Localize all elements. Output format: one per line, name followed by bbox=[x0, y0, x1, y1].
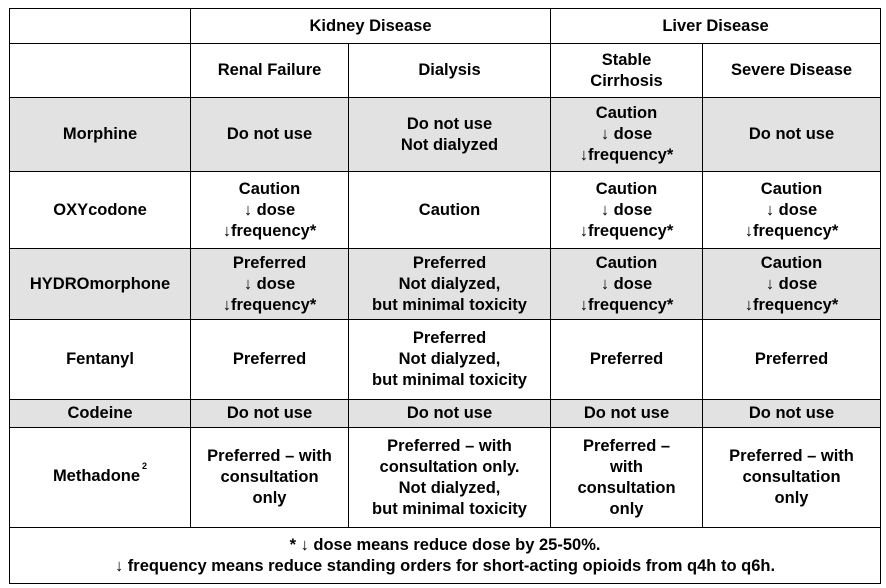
cell-dialysis: Preferred Not dialyzed, but minimal toxicity bbox=[349, 249, 551, 320]
cell-severe-disease: Preferred – with consultation only bbox=[703, 428, 881, 528]
row-hydromorphone bbox=[10, 249, 881, 320]
drug-name-cell bbox=[10, 98, 191, 172]
cell-dialysis: Do not use bbox=[349, 400, 551, 428]
drug-name: Fentanyl bbox=[66, 350, 134, 368]
footnote-line-1: * ↓ dose means reduce dose by 25-50%. bbox=[289, 535, 601, 554]
cell-dialysis: Preferred Not dialyzed, but minimal toxicity bbox=[349, 320, 551, 400]
cell-renal-failure: Preferred ↓ dose ↓frequency* bbox=[191, 249, 349, 320]
cell-severe-disease: Caution ↓ dose ↓frequency* bbox=[703, 172, 881, 249]
cell-stable-cirrhosis: Caution ↓ dose ↓frequency* bbox=[551, 98, 703, 172]
cell-renal-failure: Do not use bbox=[191, 98, 349, 172]
header-blank-cell bbox=[10, 44, 191, 98]
opioid-dosing-table bbox=[9, 8, 881, 584]
drug-name: Morphine bbox=[62, 125, 138, 143]
row-fentanyl bbox=[10, 320, 881, 400]
cell-severe-disease: Preferred bbox=[703, 320, 881, 400]
header-group-row bbox=[10, 9, 881, 44]
row-morphine bbox=[10, 98, 881, 172]
cell-renal-failure: Do not use bbox=[191, 400, 349, 428]
drug-name: Codeine bbox=[67, 404, 133, 422]
drug-name-cell bbox=[10, 400, 191, 428]
row-methadone bbox=[10, 428, 881, 528]
cell-dialysis: Preferred – with consultation only. Not dialyzed, but minimal toxicity bbox=[349, 428, 551, 528]
drug-name: OXYcodone bbox=[53, 200, 147, 219]
cell-stable-cirrhosis: Preferred – with consultation only bbox=[551, 428, 703, 528]
footnote-line-2: ↓ frequency means reduce standing orders for short-acting opioids from q4h to q6h. bbox=[114, 556, 776, 575]
footnote-row bbox=[10, 528, 881, 584]
cell-renal-failure: Preferred – with consultation only bbox=[191, 428, 349, 528]
cell-stable-cirrhosis: Do not use bbox=[551, 400, 703, 428]
header-corner-cell bbox=[10, 9, 191, 44]
header-subcolumn-row bbox=[10, 44, 881, 98]
header-severe-disease: Severe Disease bbox=[703, 44, 881, 98]
cell-dialysis: Caution bbox=[349, 172, 551, 249]
cell-dialysis: Do not use Not dialyzed bbox=[349, 98, 551, 172]
cell-renal-failure: Preferred bbox=[191, 320, 349, 400]
header-stable-cirrhosis: Stable Cirrhosis bbox=[551, 44, 703, 98]
drug-name-cell bbox=[10, 249, 191, 320]
header-kidney-disease: Kidney Disease bbox=[191, 9, 551, 44]
header-liver-disease: Liver Disease bbox=[551, 9, 881, 44]
cell-stable-cirrhosis: Caution ↓ dose ↓frequency* bbox=[551, 249, 703, 320]
drug-name-cell bbox=[10, 172, 191, 249]
cell-stable-cirrhosis: Caution ↓ dose ↓frequency* bbox=[551, 172, 703, 249]
drug-name: HYDROmorphone bbox=[29, 274, 171, 293]
cell-renal-failure: Caution ↓ dose ↓frequency* bbox=[191, 172, 349, 249]
footnote-cell bbox=[10, 528, 881, 584]
cell-severe-disease: Do not use bbox=[703, 400, 881, 428]
cell-severe-disease: Do not use bbox=[703, 98, 881, 172]
cell-stable-cirrhosis: Preferred bbox=[551, 320, 703, 400]
drug-name-cell bbox=[10, 320, 191, 400]
header-renal-failure: Renal Failure bbox=[191, 44, 349, 98]
footnote-reference: 2 bbox=[142, 461, 148, 471]
row-oxycodone bbox=[10, 172, 881, 249]
header-dialysis: Dialysis bbox=[349, 44, 551, 98]
drug-name: Methadone bbox=[52, 467, 141, 485]
row-codeine bbox=[10, 400, 881, 428]
cell-severe-disease: Caution ↓ dose ↓frequency* bbox=[703, 249, 881, 320]
drug-name-cell bbox=[10, 428, 191, 528]
